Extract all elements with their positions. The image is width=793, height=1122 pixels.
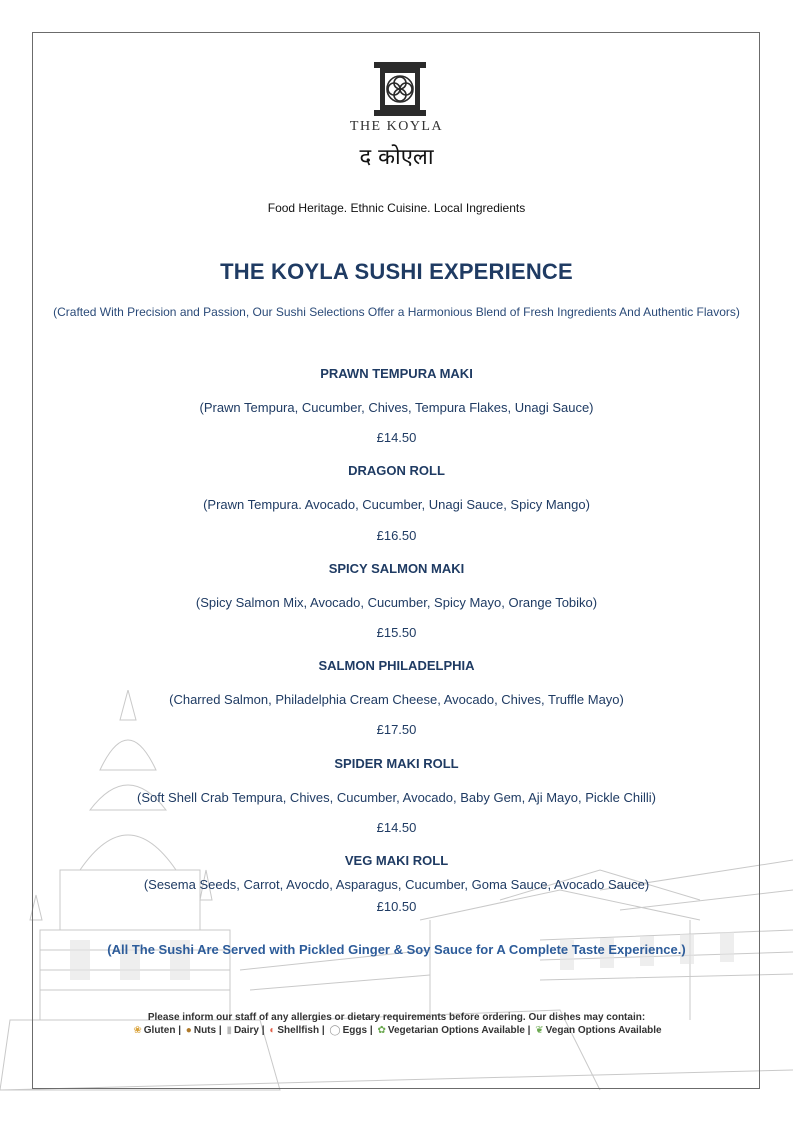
item-description: (Charred Salmon, Philadelphia Cream Cheese, Avocado, Chives, Truffle Mayo) xyxy=(169,692,624,707)
item-description: (Sesema Seeds, Carrot, Avocdo, Asparagus, Cucumber, Goma Sauce, Avocado Sauce) xyxy=(143,877,650,892)
milk-icon: ▮ xyxy=(226,1025,232,1036)
item-name: SPICY SALMON MAKI xyxy=(328,561,465,576)
nut-icon: ● xyxy=(185,1025,192,1036)
egg-icon: ◯ xyxy=(329,1025,341,1036)
menu-title: THE KOYLA SUSHI EXPERIENCE xyxy=(220,259,573,284)
allergy-eggs: Eggs | xyxy=(342,1025,373,1036)
item-description: (Spicy Salmon Mix, Avocado, Cucumber, Spicy Mayo, Orange Tobiko) xyxy=(195,595,598,610)
item-name: SALMON PHILADELPHIA xyxy=(318,658,475,673)
item-price: £14.50 xyxy=(376,820,417,835)
sprout-icon: ❦ xyxy=(535,1025,544,1036)
item-price: £16.50 xyxy=(376,528,417,543)
allergy-legend xyxy=(0,1024,793,1037)
item-description: (Prawn Tempura, Cucumber, Chives, Tempura Flakes, Unagi Sauce) xyxy=(199,400,594,415)
item-name: SPIDER MAKI ROLL xyxy=(334,756,459,771)
item-description: (Soft Shell Crab Tempura, Chives, Cucumber, Avocado, Baby Gem, Aji Mayo, Pickle Chilli) xyxy=(136,790,657,805)
item-price: £15.50 xyxy=(376,625,417,640)
allergy-gluten: Gluten | xyxy=(143,1025,182,1036)
brand-name: THE KOYLA xyxy=(349,119,444,134)
brand-tagline: Food Heritage. Ethnic Cuisine. Local Ingredients xyxy=(267,201,526,215)
wheat-icon: ❀ xyxy=(133,1025,142,1036)
item-description: (Prawn Tempura. Avocado, Cucumber, Unagi Sauce, Spicy Mango) xyxy=(203,497,590,512)
allergy-notice xyxy=(0,1011,793,1037)
brand-devanagari: द कोएला xyxy=(359,145,434,170)
leaf-icon: ✿ xyxy=(377,1025,386,1036)
allergy-dairy: Dairy | xyxy=(233,1025,265,1036)
shrimp-icon: ◐ xyxy=(269,1025,276,1036)
allergy-intro: Please inform our staff of any allergies or dietary requirements before ordering. Our dishes may contain: xyxy=(147,1012,646,1023)
item-name: VEG MAKI ROLL xyxy=(344,853,449,868)
menu-subtitle: (Crafted With Precision and Passion, Our Sushi Selections Offer a Harmonious Blend of Fresh Ingredients And Authentic Flavors) xyxy=(53,305,740,319)
allergy-vegan: Vegan Options Available xyxy=(545,1025,662,1036)
item-price: £10.50 xyxy=(376,899,417,914)
allergy-vegetarian: Vegetarian Options Available | xyxy=(387,1025,531,1036)
item-name: PRAWN TEMPURA MAKI xyxy=(320,366,473,381)
item-price: £17.50 xyxy=(376,722,417,737)
item-price: £14.50 xyxy=(376,430,417,445)
allergy-nuts: Nuts | xyxy=(193,1025,222,1036)
allergy-shellfish: Shellfish | xyxy=(277,1025,325,1036)
item-name: DRAGON ROLL xyxy=(348,463,445,478)
sushi-serving-note: (All The Sushi Are Served with Pickled Ginger & Soy Sauce for A Complete Taste Experience.) xyxy=(107,942,686,957)
koyla-logo xyxy=(372,62,428,116)
